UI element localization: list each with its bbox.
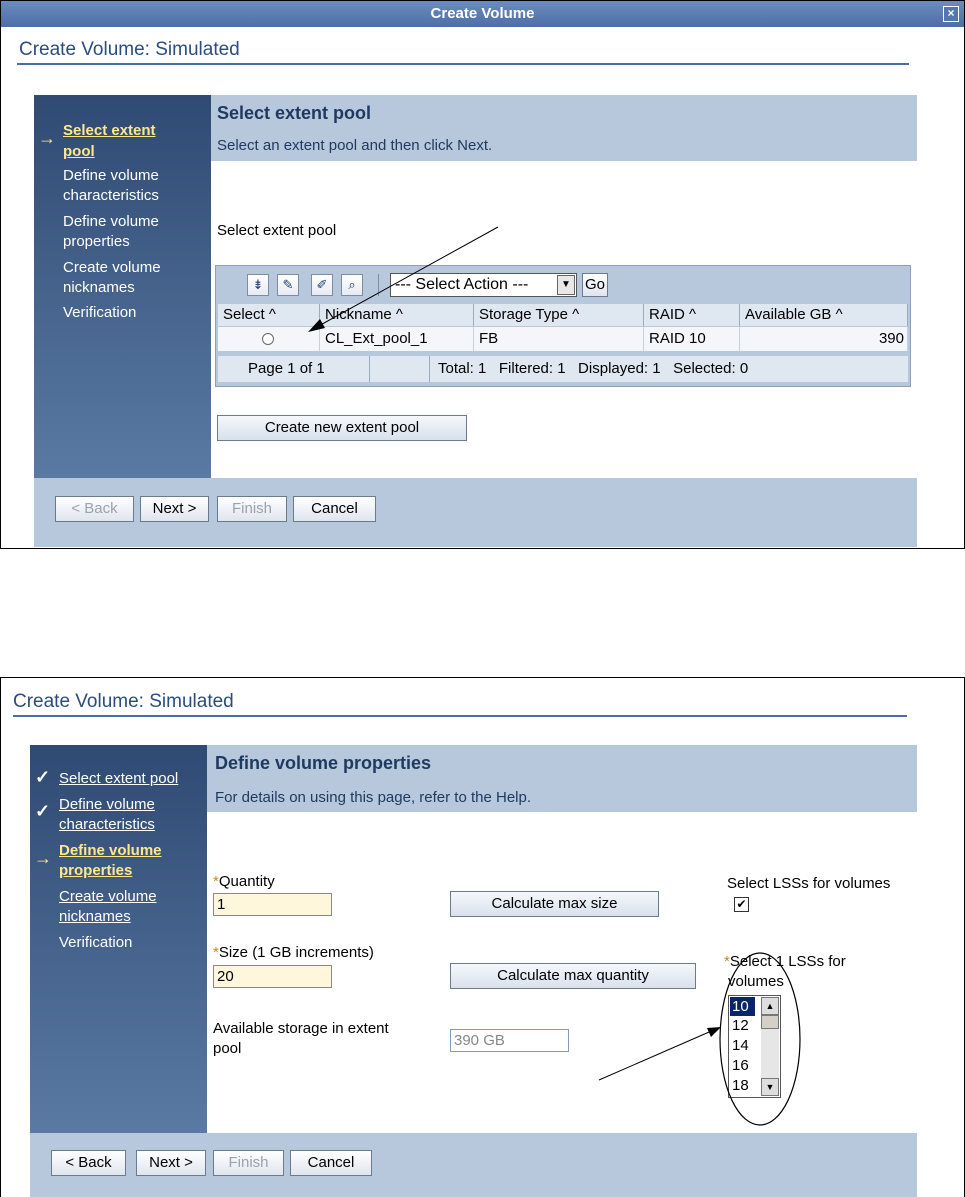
check-icon: ✓	[35, 767, 51, 787]
wizard-nav	[30, 745, 207, 1133]
title-divider	[13, 715, 907, 717]
cancel-button[interactable]: Cancel	[290, 1150, 372, 1176]
nav-create-volume-nicknames-line2[interactable]: nicknames	[59, 908, 131, 925]
annotation-ellipse-arrow-icon	[207, 745, 917, 1133]
nav-define-volume-characteristics[interactable]: Define volume	[59, 796, 155, 813]
step-description: For details on using this page, refer to the Help.	[215, 789, 532, 806]
page-title: Create Volume: Simulated	[19, 39, 240, 60]
page-title: Create Volume: Simulated	[13, 691, 234, 712]
chevron-down-icon: ▼	[557, 275, 575, 295]
wizard-footer	[34, 478, 917, 547]
table-footer-summary: Total: 1 Filtered: 1 Displayed: 1 Selected: 0	[430, 356, 908, 382]
col-select[interactable]: Select ^	[218, 304, 320, 326]
required-marker: *	[213, 873, 219, 890]
go-button[interactable]: Go	[582, 273, 608, 297]
required-marker: *	[213, 944, 219, 961]
nav-select-extent-pool-line2[interactable]: pool	[63, 143, 95, 160]
select-all-icon[interactable]: ⇟	[247, 274, 269, 296]
lss-option[interactable]: 14	[732, 1037, 749, 1054]
annotation-arrow-icon	[211, 95, 917, 478]
available-storage-label-line2: pool	[213, 1040, 242, 1057]
select-lss-checkbox[interactable]: ✔	[734, 897, 749, 912]
step-content	[207, 745, 917, 1133]
step-title: Define volume properties	[215, 753, 432, 773]
wizard-footer	[30, 1133, 917, 1197]
quantity-input[interactable]: 1	[213, 893, 332, 916]
col-storage-type[interactable]: Storage Type ^	[474, 304, 644, 326]
scroll-down-icon[interactable]: ▼	[761, 1078, 779, 1096]
lss-option[interactable]: 18	[732, 1077, 749, 1094]
step-title: Select extent pool	[217, 103, 372, 123]
nav-create-volume-nicknames-line2: nicknames	[63, 279, 135, 296]
section-label: Select extent pool	[217, 222, 337, 239]
edit-icon[interactable]: ✐	[311, 274, 333, 296]
row-raid: RAID 10	[644, 327, 740, 351]
next-button[interactable]: Next >	[140, 496, 209, 522]
nav-define-volume-characteristics-line2[interactable]: characteristics	[59, 816, 155, 833]
col-raid[interactable]: RAID ^	[644, 304, 740, 326]
create-new-extent-pool-button[interactable]: Create new extent pool	[217, 415, 467, 441]
nav-create-volume-nicknames[interactable]: Create volume	[59, 888, 157, 905]
nav-define-volume-characteristics: Define volume	[63, 167, 159, 184]
create-volume-dialog	[0, 0, 965, 549]
current-step-arrow-icon: →	[34, 848, 52, 868]
wizard-panel	[30, 745, 917, 1197]
title-divider	[17, 63, 909, 65]
available-storage-field: 390 GB	[450, 1029, 569, 1052]
nav-define-volume-characteristics-line2: characteristics	[63, 187, 159, 204]
finish-button[interactable]: Finish	[217, 496, 287, 522]
available-storage-label: Available storage in extent	[213, 1020, 389, 1037]
deselect-all-icon[interactable]: ✎	[277, 274, 299, 296]
wizard-panel	[34, 95, 917, 547]
step-content	[211, 95, 917, 478]
filter-icon[interactable]: ⌕	[341, 274, 363, 296]
step-description: Select an extent pool and then click Next.	[217, 137, 493, 154]
dialog-title-bar	[1, 1, 964, 27]
row-available-gb: 390	[740, 327, 908, 351]
col-available-gb[interactable]: Available GB ^	[740, 304, 908, 326]
nav-select-extent-pool[interactable]: Select extent	[63, 122, 156, 139]
nav-select-extent-pool[interactable]: Select extent pool	[59, 770, 179, 787]
row-nickname: CL_Ext_pool_1	[320, 327, 474, 351]
lss-option[interactable]: 16	[732, 1057, 749, 1074]
required-marker: *	[724, 953, 730, 970]
nav-define-volume-properties: Define volume	[63, 213, 159, 230]
check-icon: ✓	[35, 801, 51, 821]
col-nickname[interactable]: Nickname ^	[320, 304, 474, 326]
lss-option[interactable]: 10	[730, 997, 755, 1016]
select-lss-count-text: Select 1 LSSs for	[729, 953, 846, 970]
size-label-text: Size (1 GB increments)	[218, 944, 374, 961]
nav-verification: Verification	[59, 934, 133, 951]
calculate-max-size-button[interactable]: Calculate max size	[450, 891, 659, 917]
back-button[interactable]: < Back	[51, 1150, 126, 1176]
scroll-up-icon[interactable]: ▲	[761, 997, 779, 1015]
quantity-label-text: Quantity	[218, 873, 275, 890]
row-storage-type: FB	[474, 327, 644, 351]
select-lss-label: Select LSSs for volumes	[727, 875, 891, 892]
finish-button[interactable]: Finish	[213, 1150, 284, 1176]
close-icon[interactable]: ×	[943, 6, 959, 22]
create-volume-page	[0, 677, 965, 1197]
nav-create-volume-nicknames: Create volume	[63, 259, 161, 276]
size-input[interactable]: 20	[213, 965, 332, 988]
action-select-value: --- Select Action ---	[395, 276, 529, 293]
nav-define-volume-properties-line2: properties	[63, 233, 130, 250]
nav-define-volume-properties-line2[interactable]: properties	[59, 862, 133, 879]
nav-verification: Verification	[63, 304, 137, 321]
current-step-arrow-icon: →	[38, 128, 56, 148]
calculate-max-quantity-button[interactable]: Calculate max quantity	[450, 963, 696, 989]
wizard-nav	[34, 95, 211, 478]
lss-option[interactable]: 12	[732, 1017, 749, 1034]
back-button[interactable]: < Back	[55, 496, 134, 522]
cancel-button[interactable]: Cancel	[293, 496, 376, 522]
dialog-title: Create Volume	[430, 5, 535, 22]
next-button[interactable]: Next >	[136, 1150, 206, 1176]
nav-define-volume-properties[interactable]: Define volume	[59, 842, 162, 859]
table-footer-page: Page 1 of 1	[218, 356, 370, 382]
select-lss-count-label-line2: volumes	[728, 973, 784, 990]
